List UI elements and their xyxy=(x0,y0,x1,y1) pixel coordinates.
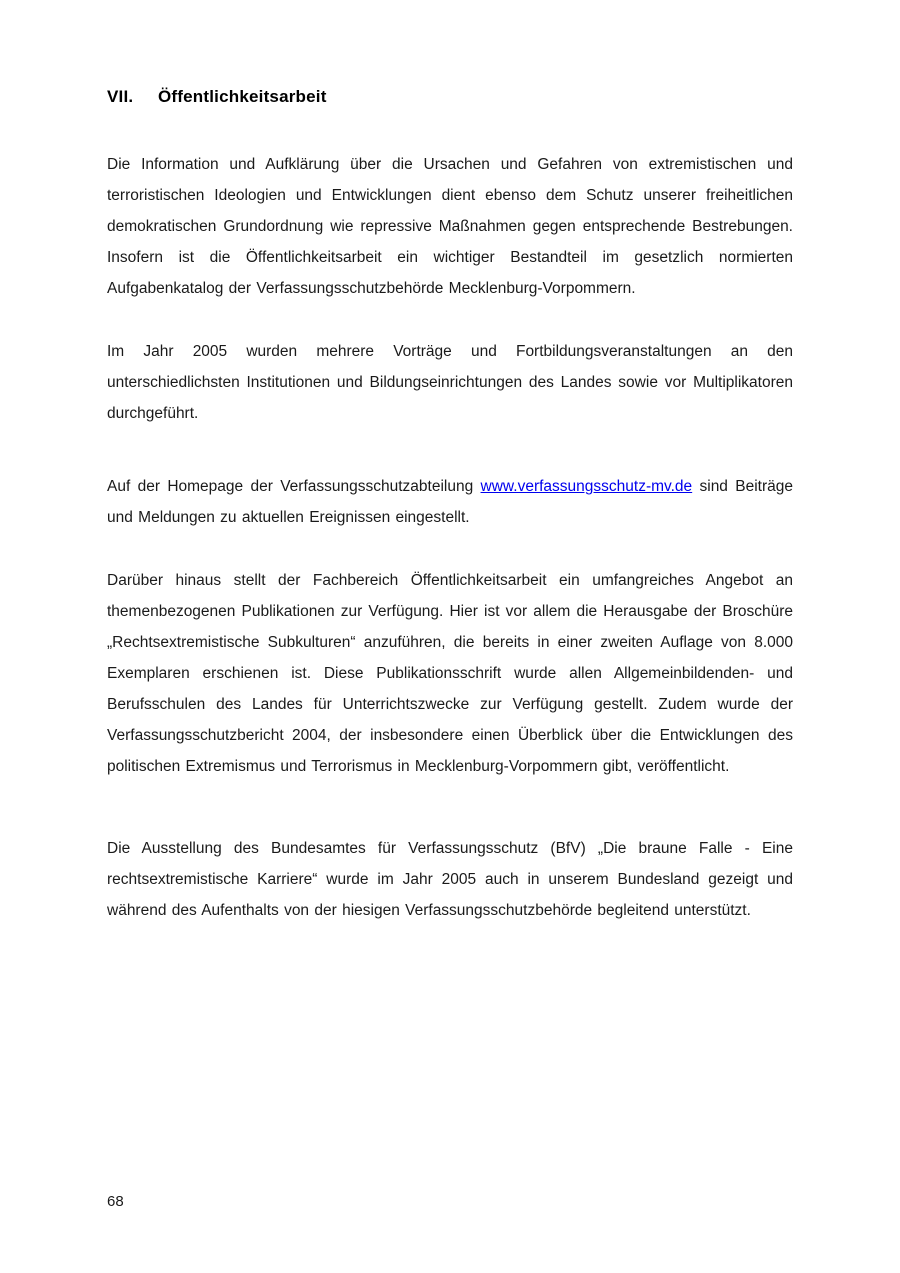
section-heading xyxy=(107,86,793,108)
paragraph-homepage-text-after: sind Beiträge und Meldungen zu aktuellen Ereignissen eingestellt. xyxy=(107,478,793,526)
section-title: Öffentlichkeitsarbeit xyxy=(158,87,327,106)
page-number: 68 xyxy=(107,1193,124,1210)
paragraph-homepage-text-before: Auf der Homepage der Verfassungsschutzabteilung xyxy=(107,478,481,495)
paragraph-publikationen: Darüber hinaus stellt der Fachbereich Öffentlichkeitsarbeit ein umfangreiches Angebot an themenbezogenen Publikationen zur Verfügung. Hier ist vor allem die Herausgabe der Broschüre „Rechtsextremistische Subkulturen“ anzuführen, die bereits in einer zweiten Auflage von 8.000 Exemplaren erschienen ist. Diese Publikationsschrift wurde allen Allgemeinbildenden- und Berufsschulen des Landes für Unterrichtszwecke zur Verfügung gestellt. Zudem wurde der Verfassungsschutzbericht 2004, der insbesondere einen Überblick über die Entwicklungen des politischen Extremismus und Terrorismus in Mecklenburg-Vorpommern gibt, veröffentlicht. xyxy=(107,572,793,775)
section-number: VII. xyxy=(107,87,134,106)
homepage-link[interactable]: www.verfassungsschutz-mv.de xyxy=(480,478,693,495)
paragraph-homepage xyxy=(107,471,793,533)
paragraph-ausstellung-bfv: Die Ausstellung des Bundesamtes für Verfassungsschutz (BfV) „Die braune Falle - Eine rechtsextremistische Karriere“ wurde im Jahr 2005 auch in unserem Bundesland gezeigt und während des Aufenthalts von der hiesigen Verfassungsschutzbehörde begleitend unterstützt. xyxy=(107,840,793,919)
paragraph-vortraege-2005: Im Jahr 2005 wurden mehrere Vorträge und Fortbildungsveranstaltungen an den unterschiedlichsten Institutionen und Bildungseinrichtungen des Landes sowie vor Multiplikatoren durchgeführt. xyxy=(107,343,793,422)
paragraph-information-aufklaerung: Die Information und Aufklärung über die Ursachen und Gefahren von extremistischen und terroristischen Ideologien und Entwicklungen dient ebenso dem Schutz unserer freiheitlichen demokratischen Grundordnung wie repressive Maßnahmen gegen entsprechende Bestrebungen. Insofern ist die Öffentlichkeitsarbeit ein wichtiger Bestandteil im gesetzlich normierten Aufgabenkatalog der Verfassungsschutzbehörde Mecklenburg-Vorpommern. xyxy=(107,156,793,297)
